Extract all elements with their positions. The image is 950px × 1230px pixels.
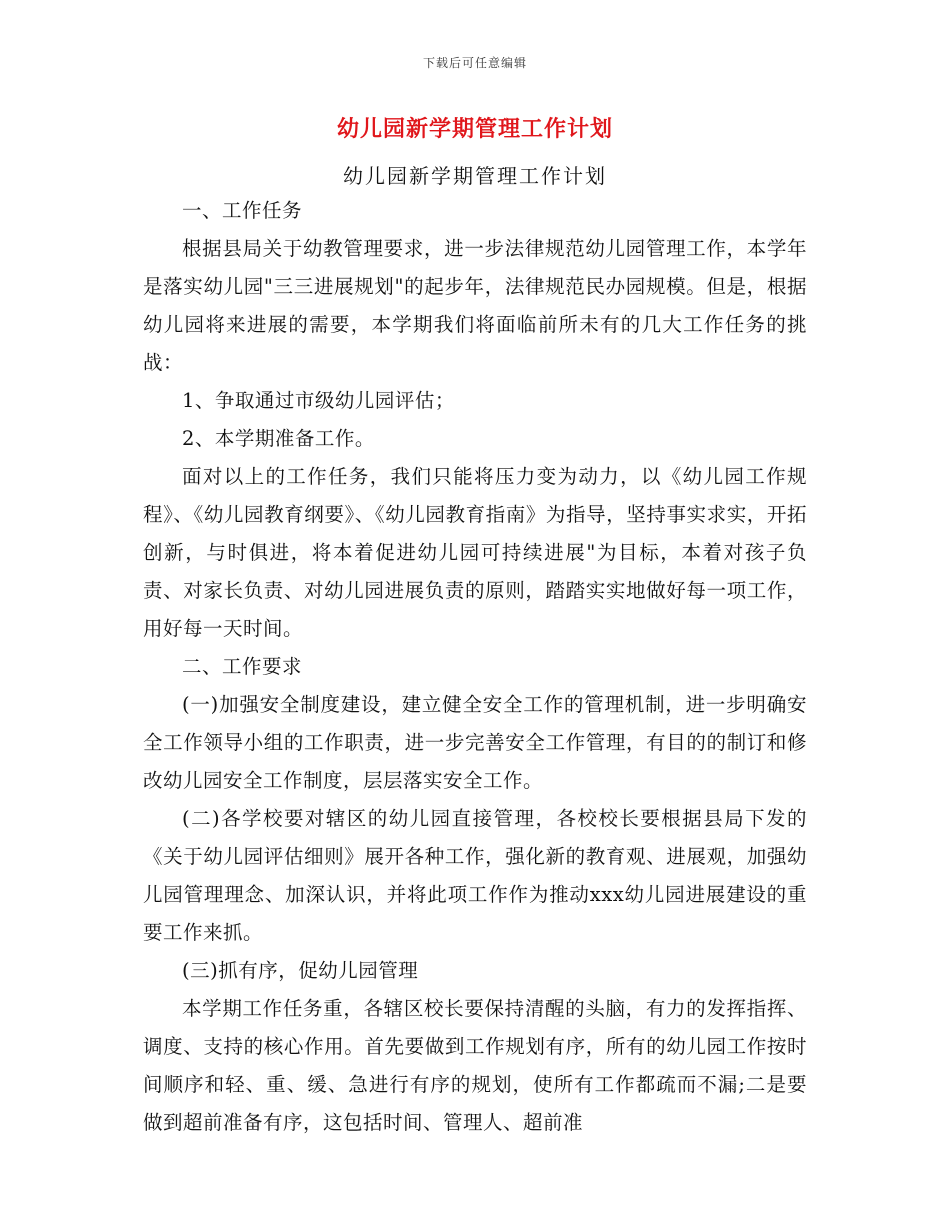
requirement-2: (二)各学校要对辖区的幼儿园直接管理，各校校长要根据县局下发的《关于幼儿园评估细则》展开各种工作，强化新的教育观、进展观，加强幼儿园管理理念、加深认识，并将此项工作作为推动xxx幼儿园进展建设的重要工作来抓。	[143, 807, 807, 944]
paragraph-background: 根据县局关于幼教管理要求，进一步法律规范幼儿园管理工作，本学年是落实幼儿园"三三进展规划"的起步年，法律规范民办园规模。但是，根据幼儿园将来进展的需要，本学期我们将面临前所未有的几大工作任务的挑战：	[143, 237, 807, 374]
requirement-1: (一)加强安全制度建设，建立健全安全工作的管理机制，进一步明确安全工作领导小组的工作职责，进一步完善安全工作管理，有目的的制订和修改幼儿园安全工作制度，层层落实安全工作。	[143, 693, 807, 792]
paragraph-approach: 面对以上的工作任务，我们只能将压力变为动力，以《幼儿园工作规程》、《幼儿园教育纲要》、《幼儿园教育指南》为指导，坚持事实求实，开拓创新，与时俱进，将本着促进幼儿园可持续进展"为目标，本着对孩子负责、对家长负责、对幼儿园进展负责的原则，踏踏实实地做好每一项工作，用好每一天时间。	[143, 465, 807, 640]
section-heading-tasks: 一、工作任务	[182, 199, 303, 222]
document-title: 幼儿园新学期管理工作计划	[336, 116, 613, 142]
document-subtitle: 幼儿园新学期管理工作计划	[343, 164, 607, 188]
paragraph-order: 本学期工作任务重，各辖区校长要保持清醒的头脑，有力的发挥指挥、调度、支持的核心作用。首先要做到工作规划有序，所有的幼儿园工作按时间顺序和轻、重、缓、急进行有序的规划，使所有工作都疏而不漏;二是要做到超前准备有序，这包括时间、管理人、超前准	[143, 997, 807, 1134]
task-item-2: 2、本学期准备工作。	[182, 427, 375, 450]
header-note: 下载后可任意编辑	[422, 56, 527, 70]
requirement-3-heading: (三)抓有序，促幼儿园管理	[182, 959, 419, 982]
task-item-1: 1、争取通过市级幼儿园评估；	[182, 389, 455, 412]
section-heading-requirements: 二、工作要求	[182, 655, 303, 678]
document-body	[143, 192, 807, 1142]
